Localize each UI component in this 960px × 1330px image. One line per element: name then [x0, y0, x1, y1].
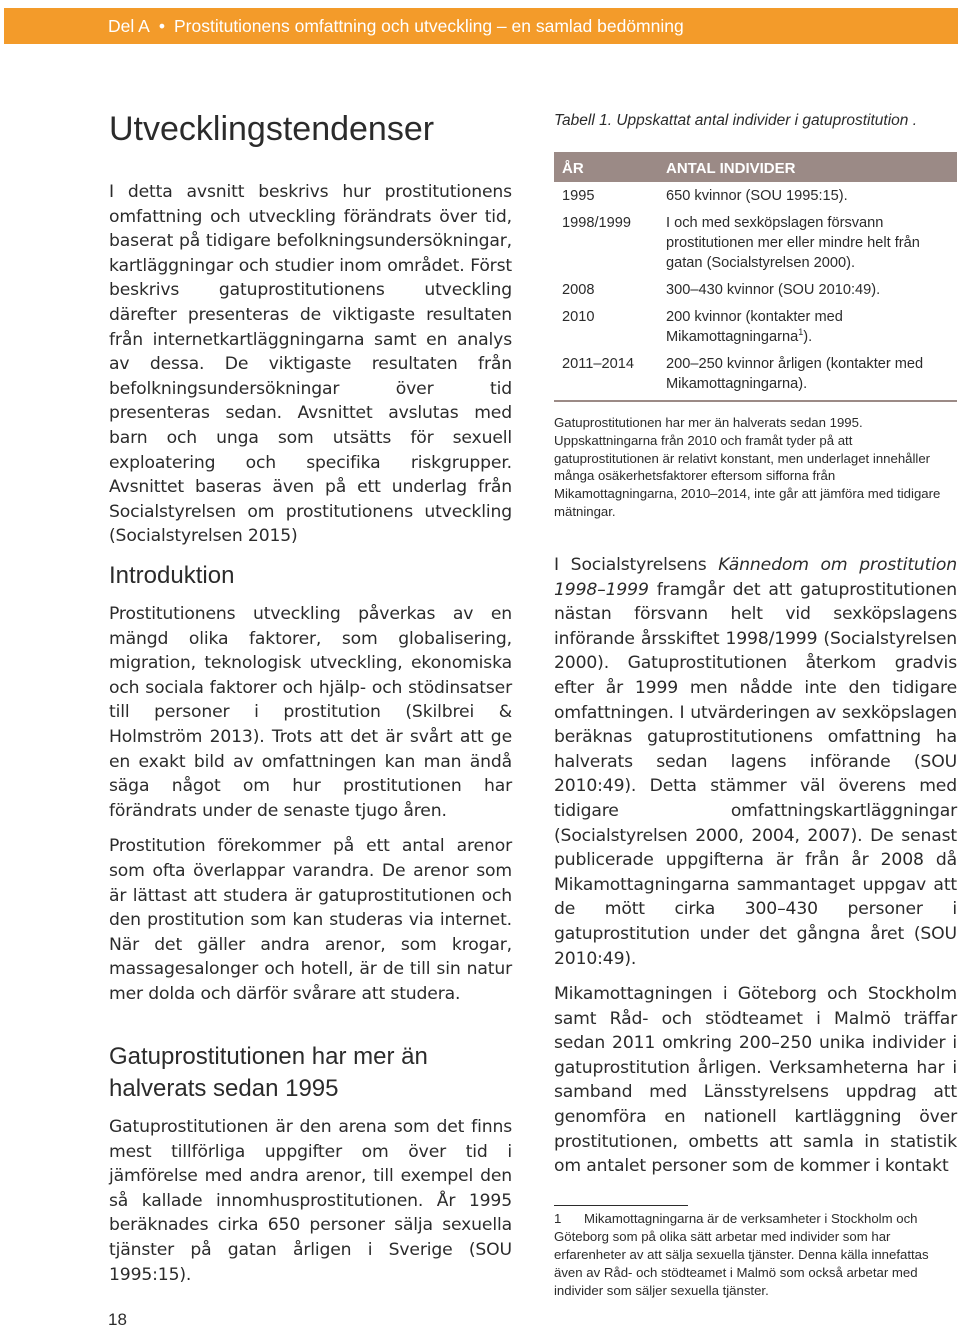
row-count: 200–250 kvinnor årligen (kontakter med Mikamottagningarna).	[658, 350, 957, 401]
report-title: Kännedom om prostitution 1998–1999	[554, 555, 957, 600]
introduktion-paragraph-2: Prostitution förekommer på ett antal arenor som ofta överlappar varandra. De arenor som är lättast att studera är gatuprostitutionen och den prostitution som kan studeras via internet. När det gäller andra arenor, som krogar, massagesalonger och hotell, är de till sin natur mer dolda och därför svårare att studera.	[109, 836, 512, 1004]
introduktion-paragraph-1: Prostitutionens utveckling påverkas av en mängd olika faktorer, som globalisering, migration, teknologisk utveckling, ekonomiska och sociala faktorer och hjälp- och stödinsatser till personer i prostitution (Skilbrei & Holmström 2013). Trots att det är svårt att ge en exakt bild av omfattningen kan man ändå säga något om hur prostitutionen har förändrats under de senaste tjugo åren.	[109, 604, 512, 821]
section-gatuprostitution	[109, 1041, 512, 1287]
table-row	[554, 303, 957, 350]
gatuprostitution-paragraph-1: Gatuprostitutionen är den arena som det finns mest tillförliga uppgifter om över tid i jämförelse med andra arenor, till exempel den så kallade innomhusprostitutionen. År 1995 beräknades cirka 650 personer sälja sexuella tjänster på gatan årligen i Sverige (SOU 1995:15).	[109, 1117, 512, 1285]
heading-gatuprostitution: Gatuprostitutionen har mer än halverats sedan 1995	[109, 1043, 428, 1102]
footnote-ref[interactable]: 1	[798, 327, 804, 338]
running-header	[4, 8, 958, 44]
row-count-text-after: ).	[803, 329, 813, 345]
heading-introduktion: Introduktion	[109, 562, 235, 589]
estimate-table	[554, 152, 957, 402]
table-note: Gatuprostitutionen har mer än halverats sedan 1995. Uppskattningarna från 2010 och framåt tyder på att gatuprostitutionen är relativt konstant, men underlaget innehåller många osäkerhetsfaktorer eftersom sifforna från Mikamottagningarna, 2010–2014, inte går att jämföra med tidigare mätningar.	[554, 415, 941, 519]
right-paragraph-1	[554, 553, 957, 971]
section-introduktion	[109, 560, 512, 1007]
page-title: Utvecklingstendenser	[109, 110, 435, 148]
row-year: 2008	[562, 282, 595, 298]
row-count: 650 kvinnor (SOU 1995:15).	[666, 188, 848, 204]
footnote	[554, 1210, 957, 1300]
header-title: Prostitutionens omfattning och utveckling – en samlad bedömning	[173, 16, 684, 36]
footnote-number: 1	[554, 1211, 562, 1226]
intro-paragraph: I detta avsnitt beskrivs hur prostitutionens omfattning och utveckling förändrats över tid, baserat på tidigare befolkningsundersökningar, kartläggningar och studier inom området. Först beskrivs gatuprostitutionens utveckling därefter presenteras de viktigaste resultaten från internetkartläggningarna samt en analys av dessa. De viktigaste resultaten från befolkningsundersökningar över tid presenteras sedan. Avsnittet avslutas med barn och unga som utsätts för sexuell exploatering och specifika riskgrupper. Avsnittet baseras även på ett underlag från Socialstyrelsen om prostitutionens utveckling (Socialstyrelsen 2015)	[109, 182, 512, 547]
header-bullet: •	[158, 16, 165, 36]
footnote-divider	[554, 1205, 688, 1206]
right-body	[554, 553, 957, 1179]
right-paragraph-2: Mikamottagningen i Göteborg och Stockholm samt Råd- och stödteamet i Malmö träffar sedan 2011 omkring 200–250 unika individer i gatuprostitution årligen. Verksamheterna har i samband med Länsstyrelsens uppdrag att genomföra en nationell kartläggning över prostitutionen, ombetts att samla in statistik om antalet personer som de kommer i kontakt	[554, 984, 957, 1177]
row-count-text: 200 kvinnor (kontakter med Mikamottagningarna	[666, 309, 843, 345]
row-year: 1995	[562, 188, 595, 204]
row-count: I och med sexköpslagen försvann prostitutionen mer eller mindre helt från gatan (Socialstyrelsen 2000).	[666, 215, 920, 271]
column-header-count: ANTAL INDIVIDER	[658, 152, 957, 182]
row-year: 2011–2014	[554, 350, 658, 401]
row-year: 1998/1999	[562, 215, 631, 231]
table-caption: Tabell 1. Uppskattat antal individer i gatuprostitution .	[554, 112, 918, 129]
column-header-year: ÅR	[554, 152, 658, 182]
right-paragraph-1-post: framgår det att gatuprostitutionen nästan försvann helt vid sexköpslagens införande årsskiftet 1998/1999 (Socialstyrelsen 2000). Gatuprostitutionen återkom gradvis efter år 1999 men nådde inte den tidigare omfattningen. I utvärderingen av sexköpslagen beräknas gatuprostitutionens omfattning ha halverats sedan lagens införande (SOU 2010:49). Detta stämmer väl överens med tidigare omfattningskartläggningar (Socialstyrelsen 2000, 2004, 2007). De senast publicerade uppgifterna är från år 2008 då Mikamottagningarna sammantaget uppgav att de mött cirka 300–430 personer i gatuprostitution under det gångna året (SOU 2010:49).	[554, 579, 957, 969]
table-row	[554, 350, 957, 401]
page-number: 18	[108, 1310, 127, 1329]
row-count	[658, 303, 957, 350]
footnote-text: Mikamottagningarna är de verksamheter i Stockholm och Göteborg som på olika sätt arbetar med individer som har erfarenheter av att sälja sexuella tjänster. Denna källa innefattas även av Råd- och stödteamet i Malmö som också arbetar med individer som säljer sexuella tjänster.	[554, 1211, 929, 1298]
table-header-row	[554, 152, 957, 182]
row-year: 2010	[562, 309, 595, 325]
right-paragraph-1-pre: I Socialstyrelsens	[554, 555, 719, 575]
header-part: Del A	[108, 16, 150, 36]
table-row	[554, 276, 957, 303]
intro-block	[109, 180, 512, 549]
table-row	[554, 182, 957, 209]
row-count: 300–430 kvinnor (SOU 2010:49).	[666, 282, 881, 298]
table-row	[554, 209, 957, 276]
